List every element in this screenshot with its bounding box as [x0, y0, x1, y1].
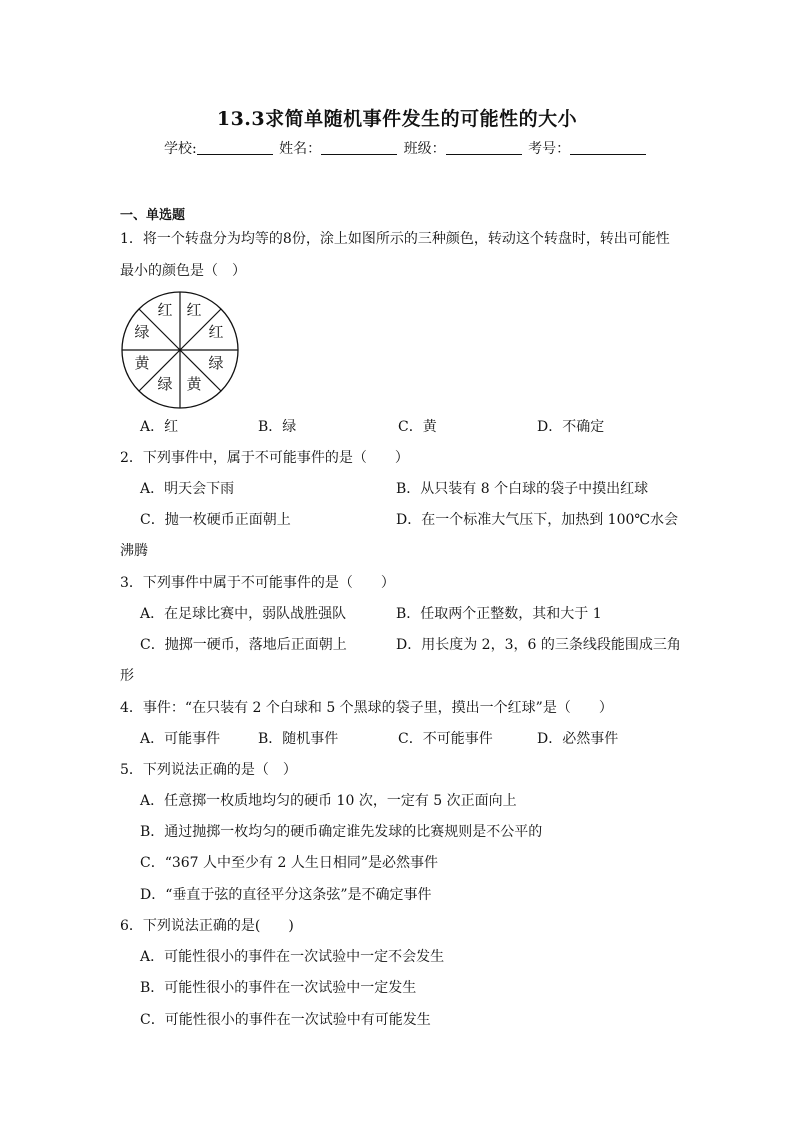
question-2-stem: 2．下列事件中，属于不可能事件的是（ ） — [120, 450, 409, 466]
question-5-option-b: B．通过抛掷一枚均匀的硬币确定谁先发球的比赛规则是不公平的 — [140, 824, 543, 840]
question-3-option-a: A．在足球比赛中，弱队战胜强队 — [140, 606, 347, 622]
question-2-option-d-continuation: 沸腾 — [120, 543, 148, 559]
page-title: 13.3求简单随机事件发生的可能性的大小 — [216, 108, 578, 130]
question-3-option-c: C．抛掷一硬币，落地后正面朝上 — [140, 637, 347, 653]
spinner-label: 黄 — [134, 354, 150, 372]
question-1-option-c: C．黄 — [398, 419, 437, 435]
question-2-option-b: B．从只装有 8 个白球的袋子中摸出红球 — [396, 481, 649, 497]
question-4-option-b: B．随机事件 — [258, 731, 339, 747]
class-label: 班级： — [403, 141, 446, 157]
spinner-label: 绿 — [157, 375, 173, 393]
question-6-stem: 6．下列说法正确的是( ) — [120, 918, 294, 934]
spinner-label: 绿 — [134, 323, 150, 341]
question-3-option-d-continuation: 形 — [120, 668, 134, 684]
question-1-option-d: D．不确定 — [537, 419, 605, 435]
question-5-option-c: C．“367 人中至少有 2 人生日相同”是必然事件 — [140, 855, 439, 871]
question-3-stem: 3．下列事件中属于不可能事件的是（ ） — [120, 575, 395, 591]
class-blank — [446, 154, 522, 155]
question-1-option-a: A．红 — [140, 419, 179, 435]
name-blank — [321, 154, 397, 155]
question-4-option-c: C．不可能事件 — [398, 731, 493, 747]
question-2-option-c: C．抛一枚硬币正面朝上 — [140, 512, 291, 528]
question-3-option-b: B．任取两个正整数，其和大于 1 — [396, 606, 602, 622]
spinner-label: 红 — [186, 301, 202, 319]
question-6-option-c: C．可能性很小的事件在一次试验中有可能发生 — [140, 1012, 431, 1028]
question-6-option-a: A．可能性很小的事件在一次试验中一定不会发生 — [140, 949, 445, 965]
question-4-stem: 4．事件：“在只装有 2 个白球和 5 个黑球的袋子里，摸出一个红球”是（ ） — [120, 700, 613, 716]
exam-number-blank — [570, 154, 646, 155]
question-5-option-a: A．任意掷一枚质地均匀的硬币 10 次，一定有 5 次正面向上 — [140, 793, 517, 809]
question-1-line-1: 1．将一个转盘分为均等的8份，涂上如图所示的三种颜色，转动这个转盘时，转出可能性 — [120, 231, 670, 247]
spinner-label: 红 — [208, 323, 224, 341]
question-5-stem: 5．下列说法正确的是（ ） — [120, 762, 297, 778]
section-heading: 一、单选题 — [120, 208, 186, 223]
question-2-option-d: D．在一个标准大气压下，加热到 100℃水会 — [396, 512, 679, 528]
exam-number-label: 考号： — [528, 141, 571, 157]
question-5-option-d: D．“垂直于弦的直径平分这条弦”是不确定事件 — [140, 887, 432, 903]
spinner-label: 红 — [157, 301, 173, 319]
question-6-option-b: B．可能性很小的事件在一次试验中一定发生 — [140, 980, 417, 996]
question-1-line-2: 最小的颜色是（ ） — [120, 263, 246, 279]
student-info-line — [164, 138, 648, 158]
spinner-label: 绿 — [208, 354, 224, 372]
school-blank — [197, 154, 273, 155]
question-4-option-d: D．必然事件 — [537, 731, 619, 747]
spinner-label: 黄 — [186, 375, 202, 393]
question-1-option-b: B．绿 — [258, 419, 297, 435]
question-4-option-a: A．可能事件 — [140, 731, 221, 747]
question-3-option-d: D．用长度为 2，3，6 的三条线段能围成三角 — [396, 637, 681, 653]
spinner-figure — [120, 290, 240, 410]
question-2-option-a: A．明天会下雨 — [140, 481, 235, 497]
school-label: 学校: — [164, 141, 197, 157]
name-label: 姓名： — [279, 141, 322, 157]
